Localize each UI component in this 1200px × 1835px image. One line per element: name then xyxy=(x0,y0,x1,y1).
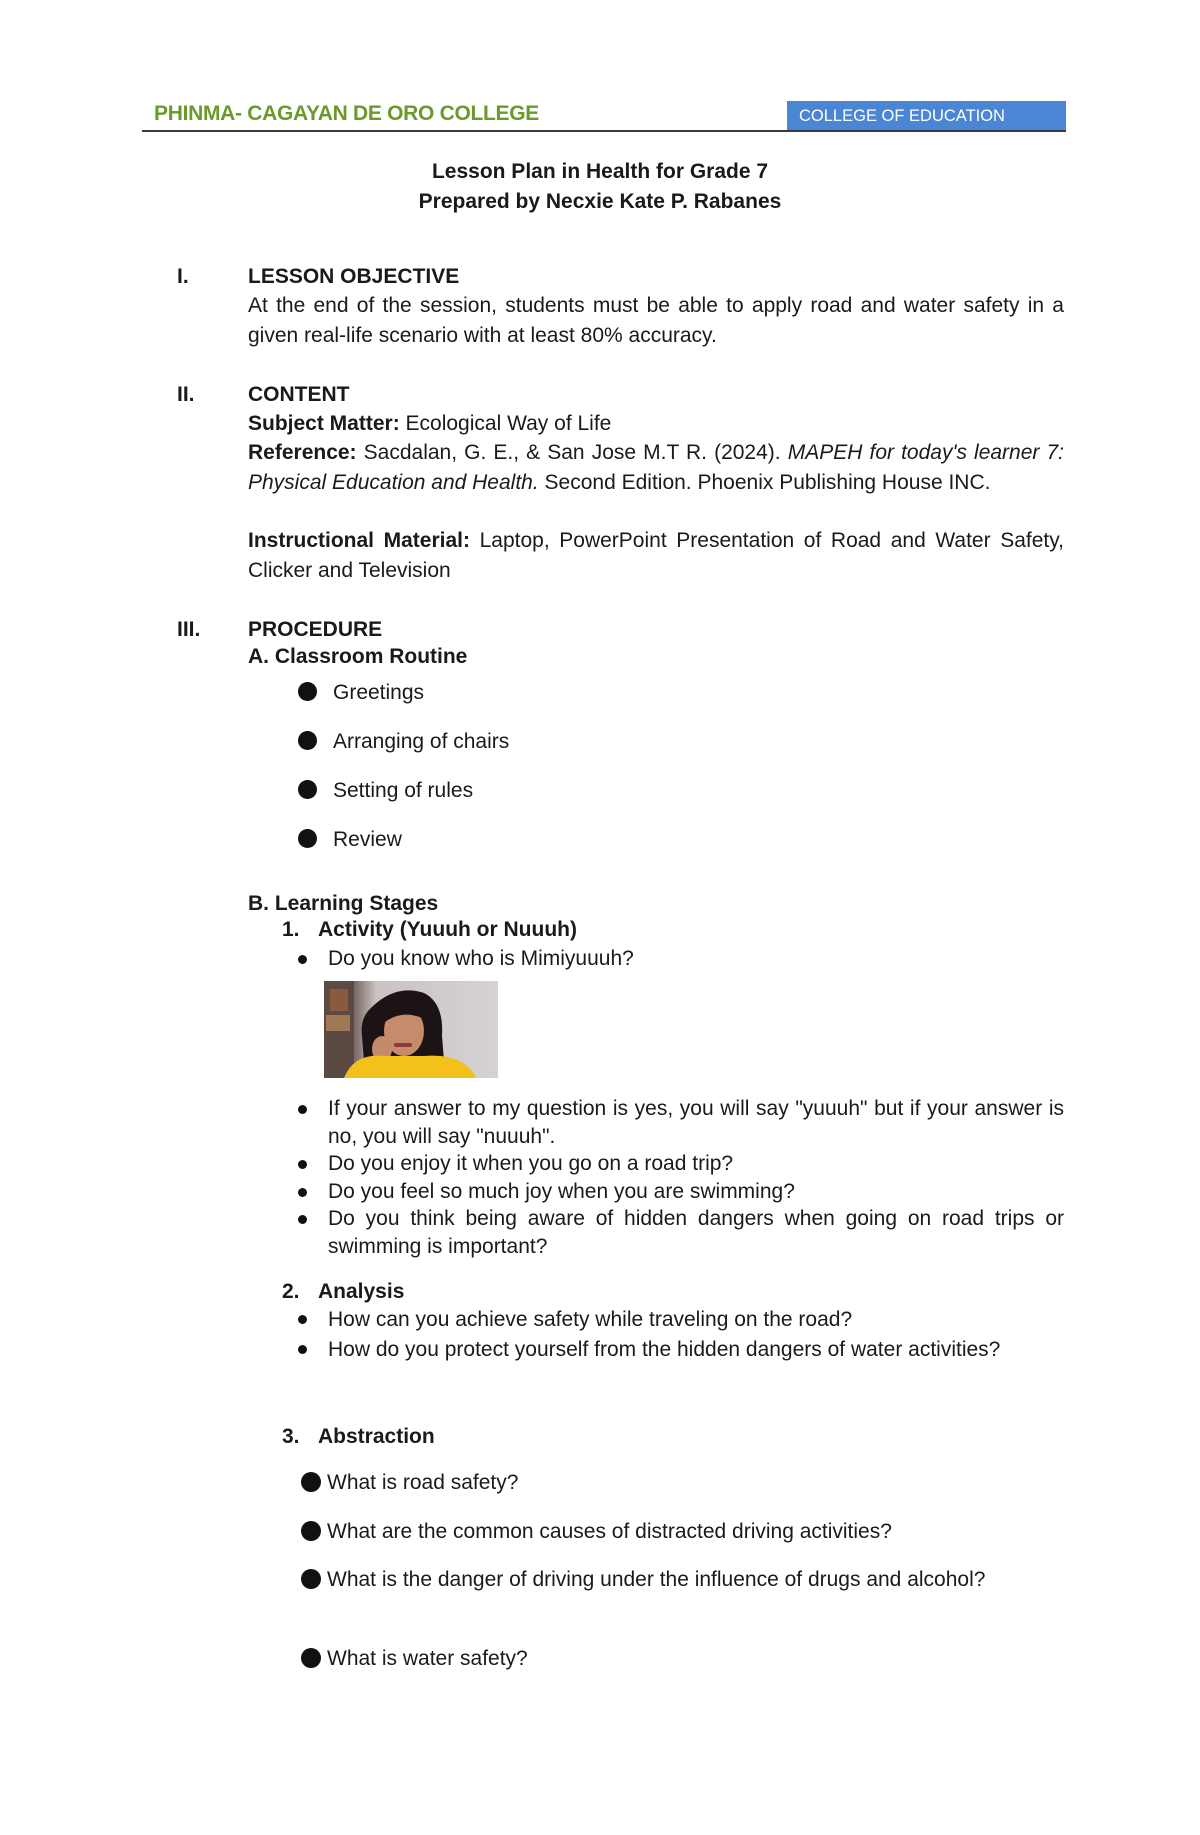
bullet-icon xyxy=(298,1105,307,1114)
instructional-material-label: Instructional Material: xyxy=(248,529,470,552)
list-item: How can you achieve safety while traveling on the road? xyxy=(298,1305,1064,1335)
subject-matter-value: Ecological Way of Life xyxy=(405,412,612,435)
activity-list xyxy=(298,1095,1064,1260)
section-heading-procedure: PROCEDURE xyxy=(248,618,383,641)
instructional-material xyxy=(248,526,1064,585)
analysis-list xyxy=(298,1305,1064,1364)
reference-label: Reference: xyxy=(248,441,357,464)
bullet-icon xyxy=(298,780,317,799)
section-numeral-objective: I. xyxy=(177,265,189,288)
bullet-icon xyxy=(298,1345,307,1354)
reference xyxy=(248,438,1064,497)
analysis-number: 2. xyxy=(282,1280,300,1303)
bullet-icon xyxy=(298,731,317,750)
learning-stages-heading: B. Learning Stages xyxy=(248,892,439,915)
abstraction-number: 3. xyxy=(282,1425,300,1448)
bullet-icon xyxy=(298,1188,307,1197)
list-item: Review xyxy=(298,828,402,852)
section-numeral-procedure: III. xyxy=(177,618,201,641)
bullet-icon xyxy=(301,1648,321,1668)
list-item: What is water safety? xyxy=(301,1641,1064,1676)
list-item: What is the danger of driving under the influence of drugs and alcohol? xyxy=(301,1562,1064,1597)
analysis-heading: Analysis xyxy=(318,1280,405,1303)
bullet-icon xyxy=(298,1315,307,1324)
reference-publisher: Second Edition. Phoenix Publishing House INC. xyxy=(544,470,991,494)
bullet-icon xyxy=(298,829,317,848)
section-heading-objective: LESSON OBJECTIVE xyxy=(248,265,460,288)
classroom-routine-heading: A. Classroom Routine xyxy=(248,645,468,668)
reference-citation: Sacdalan, G. E., & San Jose M.T R. (2024). xyxy=(363,441,781,464)
department-banner: COLLEGE OF EDUCATION xyxy=(787,101,1066,131)
activity-first-question xyxy=(298,945,1064,973)
list-item: Greetings xyxy=(298,681,424,705)
bullet-icon xyxy=(298,1160,307,1169)
person-photo-illustration xyxy=(324,981,498,1078)
list-item: What is road safety? xyxy=(301,1465,1064,1500)
header-divider xyxy=(142,130,1066,132)
document-title: Lesson Plan in Health for Grade 7 xyxy=(431,160,769,183)
mimiyuuuh-photo xyxy=(324,981,498,1078)
list-item: Do you feel so much joy when you are swimming? xyxy=(298,1178,1064,1206)
bullet-icon xyxy=(301,1569,321,1589)
bullet-icon xyxy=(298,682,317,701)
list-item: How do you protect yourself from the hidden dangers of water activities? xyxy=(298,1335,1064,1365)
reference-book-title: MAPEH for today's learner 7: Physical Education and Health. xyxy=(248,441,1065,494)
objective-text: At the end of the session, students must be able to apply road and water safety in a given real-life scenario with at least 80% accuracy. xyxy=(248,294,1064,347)
section-numeral-content: II. xyxy=(177,383,195,406)
instructional-material-value: Laptop, PowerPoint Presentation of Road and Water Safety, Clicker and Television xyxy=(248,529,1064,582)
list-item: Do you enjoy it when you go on a road trip? xyxy=(298,1150,1064,1178)
activity-number: 1. xyxy=(282,918,300,941)
list-item: Do you think being aware of hidden dangers when going on road trips or swimming is important? xyxy=(298,1205,1064,1260)
college-name: PHINMA- CAGAYAN DE ORO COLLEGE xyxy=(154,102,539,125)
list-item: What are the common causes of distracted driving activities? xyxy=(301,1514,1064,1549)
bullet-icon xyxy=(301,1521,321,1541)
subject-matter-label: Subject Matter: xyxy=(248,412,400,435)
list-item: If your answer to my question is yes, you will say "yuuuh" but if your answer is no, you will say "nuuuh". xyxy=(298,1095,1064,1150)
document-author: Prepared by Necxie Kate P. Rabanes xyxy=(418,190,782,213)
section-heading-content: CONTENT xyxy=(248,383,350,406)
abstraction-heading: Abstraction xyxy=(318,1425,435,1448)
activity-heading: Activity (Yuuuh or Nuuuh) xyxy=(318,918,577,941)
list-item: Do you know who is Mimiyuuuh? xyxy=(298,945,1064,973)
bullet-icon xyxy=(298,1215,307,1224)
subject-matter xyxy=(248,409,1064,439)
bullet-icon xyxy=(301,1472,321,1492)
list-item: Arranging of chairs xyxy=(298,730,509,754)
list-item: Setting of rules xyxy=(298,779,473,803)
bullet-icon xyxy=(298,955,307,964)
